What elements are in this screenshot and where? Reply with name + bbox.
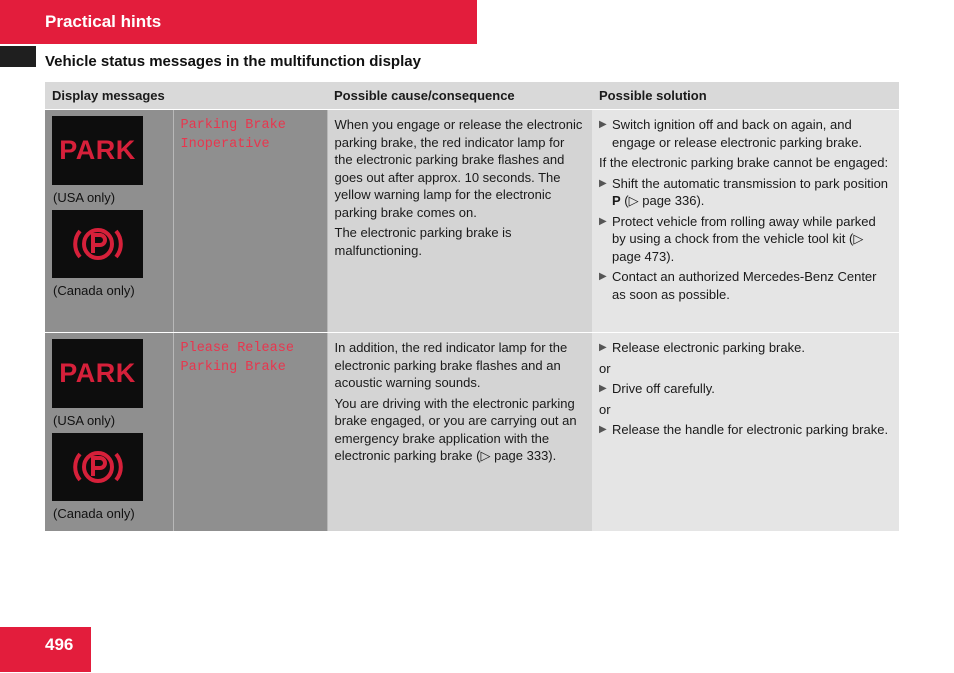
usa-only-label: (USA only): [53, 190, 116, 205]
park-icon-text: PARK: [59, 357, 136, 388]
park-warning-icon: [52, 116, 143, 185]
solution-cell: [592, 333, 899, 532]
table-row: [45, 333, 899, 532]
cause-paragraph: You are driving with the electronic parking brake engaged, or you are carrying out an emergency brake application with the electronic parking brake (▷ page 333).: [334, 395, 577, 463]
usa-only-label: (USA only): [53, 413, 116, 428]
park-warning-icon: [52, 339, 143, 408]
canada-only-label: (Canada only): [53, 282, 135, 298]
solution-note: If the electronic parking brake cannot be engaged:: [599, 155, 889, 170]
lcd-message-cell: [173, 333, 327, 532]
lcd-message-line: Parking Brake: [180, 360, 286, 375]
display-icons-cell: [45, 333, 173, 532]
lcd-message-line: Parking Brake: [180, 118, 286, 133]
bullet-triangle-icon: ▶: [599, 177, 607, 189]
bullet-triangle-icon: ▶: [599, 119, 607, 130]
column-header-display: Display messages: [45, 82, 327, 110]
solution-step: ▶ Switch ignition off and back on again, and engage or release electronic parking brake.: [599, 117, 863, 150]
table-row: [45, 110, 899, 333]
solution-step: ▶ Contact an authorized Mercedes-Benz Center as soon as possible.: [599, 269, 877, 302]
bullet-triangle-icon: ▶: [599, 424, 607, 435]
solution-step: ▶ Drive off carefully.: [599, 381, 715, 396]
chapter-title: Practical hints: [45, 12, 162, 31]
parking-brake-p-icon: [52, 210, 143, 278]
display-icons-cell: [45, 110, 173, 333]
solution-or: or: [599, 360, 611, 376]
cause-cell: [327, 110, 592, 333]
bullet-triangle-icon: ▶: [599, 215, 607, 227]
lcd-message-cell: [173, 110, 327, 333]
solution-cell: [592, 110, 899, 333]
solution-step: ▶ Release electronic parking brake.: [599, 340, 805, 355]
column-header-solution: Possible solution: [592, 82, 899, 110]
solution-step: ▶ Release the handle for electronic parking brake.: [599, 422, 889, 437]
cause-paragraph: The electronic parking brake is malfunctioning.: [334, 225, 512, 258]
cause-paragraph: In addition, the red indicator lamp for the electronic parking brake flashes and an acoustic warning sounds.: [334, 340, 568, 390]
cause-cell: [327, 333, 592, 532]
page-number: 496: [45, 635, 74, 654]
table-header-row: [45, 82, 899, 110]
section-marker: [0, 46, 36, 67]
column-header-cause: Possible cause/consequence: [327, 82, 592, 110]
solution-step: ▶ Protect vehicle from rolling away while parked by using a chock from the vehicle tool kit (▷ page 473).: [599, 213, 876, 264]
bullet-triangle-icon: ▶: [599, 383, 607, 394]
canada-only-label: (Canada only): [53, 505, 135, 521]
cause-paragraph: When you engage or release the electronic parking brake, the red indicator lamp for the electronic parking brake flashes and goes out after approx. 10 seconds. The yellow warning lamp for the electronic parking brake comes on.: [334, 117, 583, 220]
lcd-message-line: Inoperative: [180, 137, 270, 152]
section-title: Vehicle status messages in the multifunction display: [45, 53, 421, 70]
parking-brake-p-icon: [52, 433, 143, 501]
solution-step: ▶ Shift the automatic transmission to park position P (▷ page 336).: [599, 175, 889, 208]
park-icon-text: PARK: [59, 134, 136, 165]
bullet-triangle-icon: ▶: [599, 271, 607, 282]
solution-or: or: [599, 401, 611, 417]
lcd-message-line: Please Release: [180, 341, 294, 356]
status-message-table: [45, 82, 899, 531]
bullet-triangle-icon: ▶: [599, 342, 607, 353]
